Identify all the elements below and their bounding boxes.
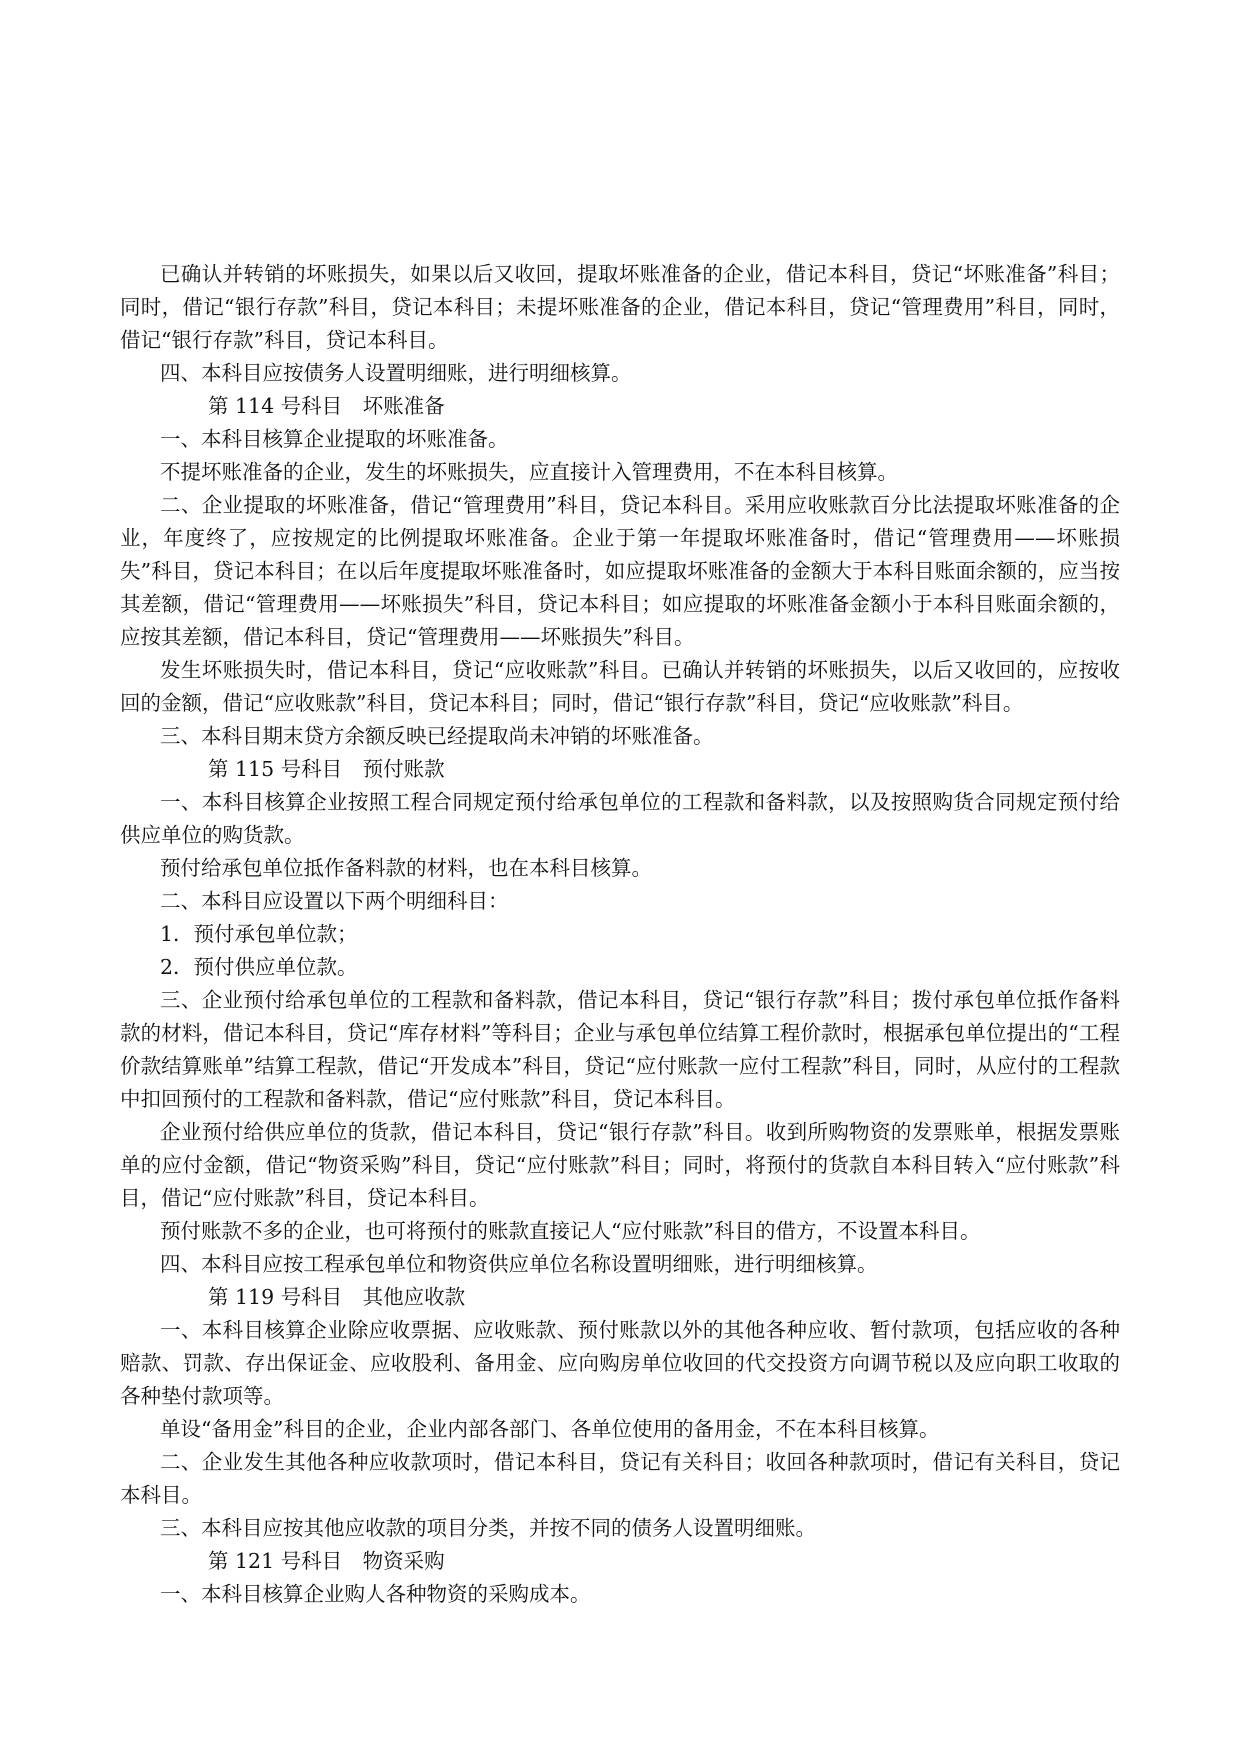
paragraph: 三、企业预付给承包单位的工程款和备料款，借记本科目，贷记“银行存款”科目；拨付承包单位抵作备料款的材料，借记本科目，贷记“库存材料”等科目；企业与承包单位结算工程价款时，根据承包单位提出的“工程价款结算账单”结算工程款，借记“开发成本”科目，贷记“应付账款一应付工程款”科目，同时，从应付的工程款中扣回预付的工程款和备料款，借记“应付账款”科目，贷记本科目。 (120, 988, 1120, 1111)
paragraph: 三、本科目期末贷方余额反映已经提取尚未冲销的坏账准备。 (160, 724, 714, 748)
section-heading: 第 115 号科目 预付账款 (208, 757, 445, 781)
paragraph: 预付账款不多的企业，也可将预付的账款直接记人“应付账款”科目的借方，不设置本科目。 (160, 1219, 981, 1243)
section-heading: 第 121 号科目 物资采购 (208, 1549, 445, 1573)
paragraph: 一、本科目核算企业提取的坏账准备。 (160, 427, 509, 451)
list-item: 2．预付供应单位款。 (160, 955, 358, 979)
section-heading: 第 114 号科目 坏账准备 (208, 394, 445, 418)
paragraph: 单设“备用金”科目的企业，企业内部各部门、各单位使用的备用金，不在本科目核算。 (160, 1417, 940, 1441)
paragraph: 四、本科目应按工程承包单位和物资供应单位名称设置明细账，进行明细核算。 (160, 1252, 878, 1276)
paragraph: 一、本科目核算企业购人各种物资的采购成本。 (160, 1582, 591, 1606)
document-page (120, 258, 1120, 1611)
paragraph: 二、企业提取的坏账准备，借记“管理费用”科目，贷记本科目。采用应收账款百分比法提取坏账准备的企业，年度终了，应按规定的比例提取坏账准备。企业于第一年提取坏账准备时，借记“管理费用——坏账损失”科目，贷记本科目；在以后年度提取坏账准备时，如应提取坏账准备的金额大于本科目账面余额的，应当按其差额，借记“管理费用——坏账损失”科目，贷记本科目；如应提取的坏账准备金额小于本科目账面余额的，应按其差额，借记本科目，贷记“管理费用——坏账损失”科目。 (120, 493, 1120, 649)
paragraph: 预付给承包单位抵作备料款的材料，也在本科目核算。 (160, 856, 652, 880)
paragraph: 企业预付给供应单位的货款，借记本科目，贷记“银行存款”科目。收到所购物资的发票账单，根据发票账单的应付金额，借记“物资采购”科目，贷记“应付账款”科目；同时，将预付的货款自本科目转入“应付账款”科目，借记“应付账款”科目，贷记本科目。 (120, 1120, 1120, 1210)
section-heading: 第 119 号科目 其他应收款 (208, 1285, 466, 1309)
list-item: 1．预付承包单位款； (160, 922, 358, 946)
paragraph: 发生坏账损失时，借记本科目，贷记“应收账款”科目。已确认并转销的坏账损失，以后又收回的，应按收回的金额，借记“应收账款”科目，贷记本科目；同时，借记“银行存款”科目，贷记“应收账款”科目。 (120, 658, 1120, 715)
paragraph: 三、本科目应按其他应收款的项目分类，并按不同的债务人设置明细账。 (160, 1516, 816, 1540)
paragraph: 二、企业发生其他各种应收款项时，借记本科目，贷记有关科目；收回各种款项时，借记有关科目，贷记本科目。 (120, 1450, 1120, 1507)
paragraph: 四、本科目应按债务人设置明细账，进行明细核算。 (160, 361, 632, 385)
paragraph: 一、本科目核算企业除应收票据、应收账款、预付账款以外的其他各种应收、暂付款项，包括应收的各种赔款、罚款、存出保证金、应收股利、备用金、应向购房单位收回的代交投资方向调节税以及应向职工收取的各种垫付款项等。 (120, 1318, 1120, 1408)
paragraph: 一、本科目核算企业按照工程合同规定预付给承包单位的工程款和备料款，以及按照购货合同规定预付给供应单位的购货款。 (120, 790, 1120, 847)
paragraph: 不提坏账准备的企业，发生的坏账损失，应直接计入管理费用，不在本科目核算。 (160, 460, 898, 484)
paragraph: 已确认并转销的坏账损失，如果以后又收回，提取坏账准备的企业，借记本科目，贷记“坏账准备”科目；同时，借记“银行存款”科目，贷记本科目；未提坏账准备的企业，借记本科目，贷记“管理费用”科目，同时，借记“银行存款”科目，贷记本科目。 (120, 262, 1120, 352)
paragraph: 二、本科目应设置以下两个明细科目： (160, 889, 509, 913)
